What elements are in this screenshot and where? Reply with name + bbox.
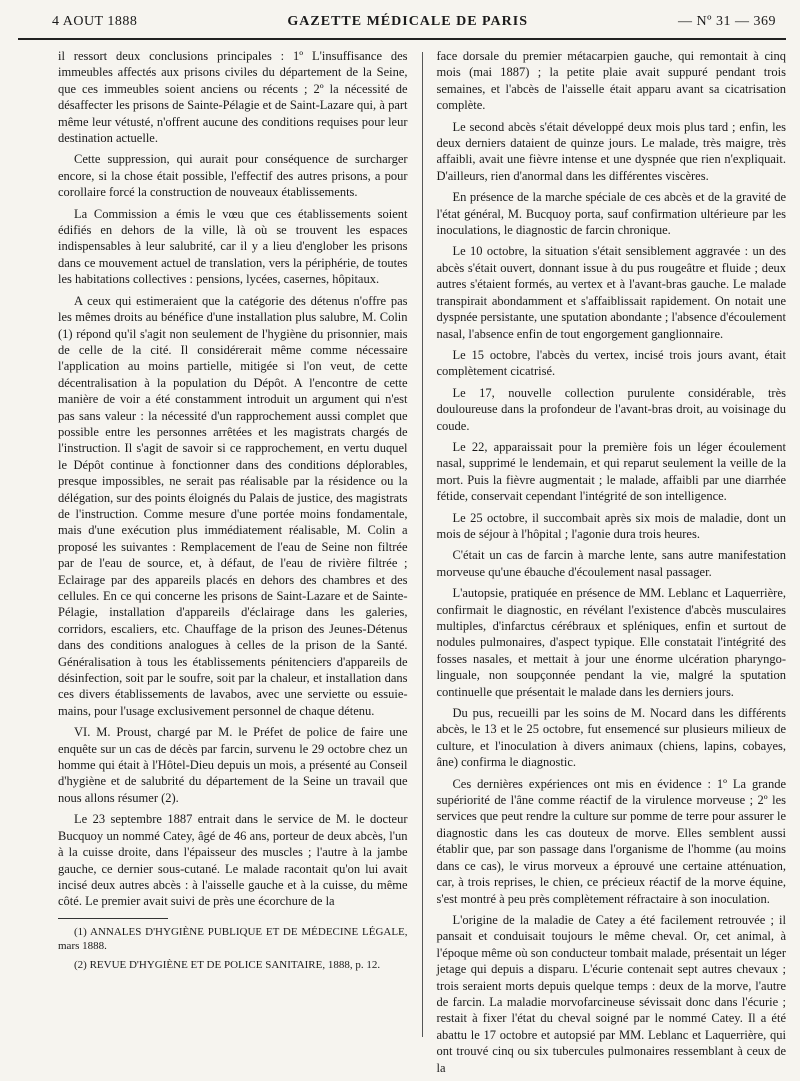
issue-date: 4 AOUT 1888 (52, 14, 138, 29)
paragraph: face dorsale du premier métacarpien gauche, qui remontait à cinq mois (mai 1887) ; la petite plaie avait suppuré pendant trois semaines, et l'abcès de l'aisselle était apparu avant sa cicatrisation complète. (436, 49, 786, 113)
paragraph: Le 25 octobre, il succombait après six mois de maladie, dont un mois de séjour à l'hôpital ; l'agonie dura trois heures. (436, 510, 786, 541)
paragraph: C'était un cas de farcin à marche lente, sans autre manifestation morveuse qu'une ébauche d'écoulement nasal passager. (436, 548, 786, 579)
article-columns (18, 40, 786, 1081)
paragraph: Le 15 octobre, l'abcès du vertex, incisé trois jours avant, était complètement cicatrisé. (436, 347, 786, 379)
paragraph: VI. M. Proust, chargé par M. le Préfet de police de faire une enquête sur un cas de décès par farcin, survenu le 29 octobre chez un homme qui était à l'Hôtel-Dieu depuis un mois, a présenté au Conseil d'hygiène et de salubrité du département de la Seine un travail que nous allons résumer (2). (58, 725, 408, 805)
paragraph: Du pus, recueilli par les soins de M. Nocard dans les différents abcès, le 13 et le 25 octobre, fut ensemencé sur plusieurs milieux de culture, et l'inoculation à divers animaux (chiens, lapins, cobayes, âne) confirma le diagnostic. (436, 706, 786, 770)
paragraph: Le 23 septembre 1887 entrait dans le service de M. le docteur Bucquoy un nommé Catey, âgé de 46 ans, porteur de deux abcès, l'un à la cuisse droite, dans l'épaisseur des muscles ; l'autre à la jambe gauche, ce dernier sous-cutané. Le malade racontait qu'on lui avait incisé deux autres abcès : à l'aisselle gauche et à la cuisse, du même côté. Le premier avait suivi de près une écorchure de la (58, 812, 408, 909)
paragraph: Le 22, apparaissait pour la première fois un léger écoulement nasal, supprimé le lendemain, et qui reparut seulement la veille de la mort. Puis la fièvre augmentait ; le malade, affaibli par une diarrhée fétide, conservait cependant l'intégrité de son intelligence. (436, 439, 786, 504)
page-header (18, 14, 786, 40)
paragraph: A ceux qui estimeraient que la catégorie des détenus n'offre pas les mêmes droits au bénéfice d'une installation plus salubre, M. Colin (1) répond qu'il s'agit non seulement de l'hygiène du prisonnier, mais de celle de la cité. Il considérerait même comme nécessaire l'application au moins partielle, mitigée si l'on veut, de cette décentralisation à la population du Dépôt. A l'encontre de cette manière de voir a été constamment introduit un argument qui n'est pas sans valeur : la nécessité d'un rapprochement aussi complet que possible entre les personnes arrêtées et les magistrats chargés de l'instruction. Il s'agit de savoir si ce rapprochement, en vertu duquel le Dépôt continue à fonctionner dans des conditions déplorables, presque impossibles, ne serait pas réalisable par la résidence ou la délégation, sur des points éloignés du Palais de justice, des magistrats de l'instruction. Comme mesure d'une portée moins fondamentale, mais d'une exécution plus immédiatement réalisable, M. Colin a proposé les suivantes : Remplacement de l'eau de Seine non filtrée par de l'eau de source, et, à défaut, de l'eau de rivière filtrée ; Eclairage par des appareils placés en dehors des chambres et des cellules. En ce qui concerne les prisons de Saint-Lazare et de Sainte-Pélagie, installation d'appareils d'éclairage dans les galeries, corridors, escaliers, etc. Chauffage de la prison des Jeunes-Détenus dans des conditions analogues à celles de la prison de la Santé. Généralisation à tous les établissements pénitenciers d'appareils de désinfection, soit par le soufre, soit par la chaleur, et installation dans ces divers établissements de lavabos, avec une serviette ou essuie-mains, pour l'usage exclusivement personnel de chaque détenu. (58, 293, 408, 718)
paragraph: Le 10 octobre, la situation s'était sensiblement aggravée : un des abcès s'était ouvert, donnant issue à du pus rougeâtre et fluide ; deux autres s'étaient formés, au vertex et à l'avant-bras gauche. Le malade transpirait abondamment et s'affaiblissait rapidement. On notait une dyspnée persistante, une sputation abondante ; l'absence d'écoulement nasal, l'absence enfin de tout engorgement ganglionnaire. (436, 244, 786, 341)
left-column (18, 48, 408, 1081)
footnote: (2) REVUE D'HYGIÈNE ET DE POLICE SANITAIRE, 1888, p. 12. (74, 958, 381, 971)
paragraph: L'autopsie, pratiquée en présence de MM. Leblanc et Laquerrière, confirmait le diagnostic, en révélant l'existence d'abcès musculaires multiples, d'infarctus cérébraux et spléniques, enfin et surtout de nodules pulmonaires, d'aspect typique. Elle constatait l'intégrité des fosses nasales, et mettait à jour une énorme ulcération pharyngo-linguale, non soupçonnée pendant la vie, malgré la sputation continuelle que présentait le malade dans les derniers jours. (436, 586, 786, 699)
issue-number: — Nº 31 — 369 (678, 14, 776, 29)
paragraph: L'origine de la maladie de Catey a été facilement retrouvée ; il pansait et conduisait toujours le même cheval. Or, cet animal, à l'époque même où son conducteur tombait malade, présentait un léger jetage qui depuis a disparu. L'écurie contenait sept autres chevaux ; trois seraient morts depuis quelque temps : deux de la morve, l'autre de farcin. La maladie morvofarcineuse sévissait donc dans l'écurie ; restait à fixer l'état du cheval soigné par le nommé Catey. Il a été abattu le 17 octobre et autopsié par MM. Leblanc et Laquerrière, qui ont trouvé cinq ou six tubercules pulmonaires ressemblant à ceux de la (436, 912, 786, 1075)
journal-title: GAZETTE MÉDICALE DE PARIS (287, 14, 529, 29)
paragraph: En présence de la marche spéciale de ces abcès et de la gravité de l'état général, M. Bucquoy porta, sauf confirmation ultérieure par les inoculations, le diagnostic de farcin chronique. (436, 190, 786, 238)
paragraph: Ces dernières expériences ont mis en évidence : 1º La grande supériorité de l'âne comme réactif de la virulence morveuse ; 2º les services que peut rendre la culture sur pomme de terre pour assurer le diagnostic dans les cas douteux de morve. Elles semblent aussi établir que, par son passage dans l'organisme de l'homme (au moins dans ce cas), le virus morveux a éprouvé une certaine atténuation, car, à trois reprises, le chien, ce précieux réactif de la morve équine, s'est montré à peu près complètement réfractaire à son inoculation. (436, 776, 786, 906)
paragraph: La Commission a émis le vœu que ces établissements soient édifiés en dehors de la ville, là où se trouvent les espaces indispensables à leur salubrité, car il y a lieu d'englober les prisons dans ce mouvement actuel de translation, vers la périphérie, de toutes les habitations collectives : pensions, lycées, casernes, hôpitaux. (58, 206, 408, 287)
paragraph: il ressort deux conclusions principales : 1º L'insuffisance des immeubles affectés aux prisons civiles du département de la Seine, que ces immeubles soient anciens ou récents ; 2º la nécessité de désaffecter les prisons de Sainte-Pélagie et de Saint-Lazare qui, à part même leur vétusté, n'offrent aucune des conditions requises pour leur destination actuelle. (58, 49, 408, 146)
paragraph: Le second abcès s'était développé deux mois plus tard ; enfin, les deux derniers dataient de quinze jours. Le malade, très maigre, très affaibli, avait une fièvre intense et une dyspnée que rien n'expliquait. D'ailleurs, rien d'anormal dans les différentes viscères. (436, 119, 786, 183)
column-divider (422, 52, 423, 1037)
paragraph: Cette suppression, qui aurait pour conséquence de surcharger encore, si la chose était possible, l'effectif des autres prisons, a pour corollaire forcé la construction de nouveaux établissements. (58, 152, 408, 200)
paragraph: Le 17, nouvelle collection purulente considérable, très douloureuse dans la profondeur de l'avant-bras droit, au voisinage du coude. (436, 385, 786, 433)
footnote: (1) ANNALES D'HYGIÈNE PUBLIQUE ET DE MÉDECINE LÉGALE, mars 1888. (58, 925, 408, 952)
footnote-rule (58, 918, 168, 919)
right-column (436, 48, 786, 1081)
